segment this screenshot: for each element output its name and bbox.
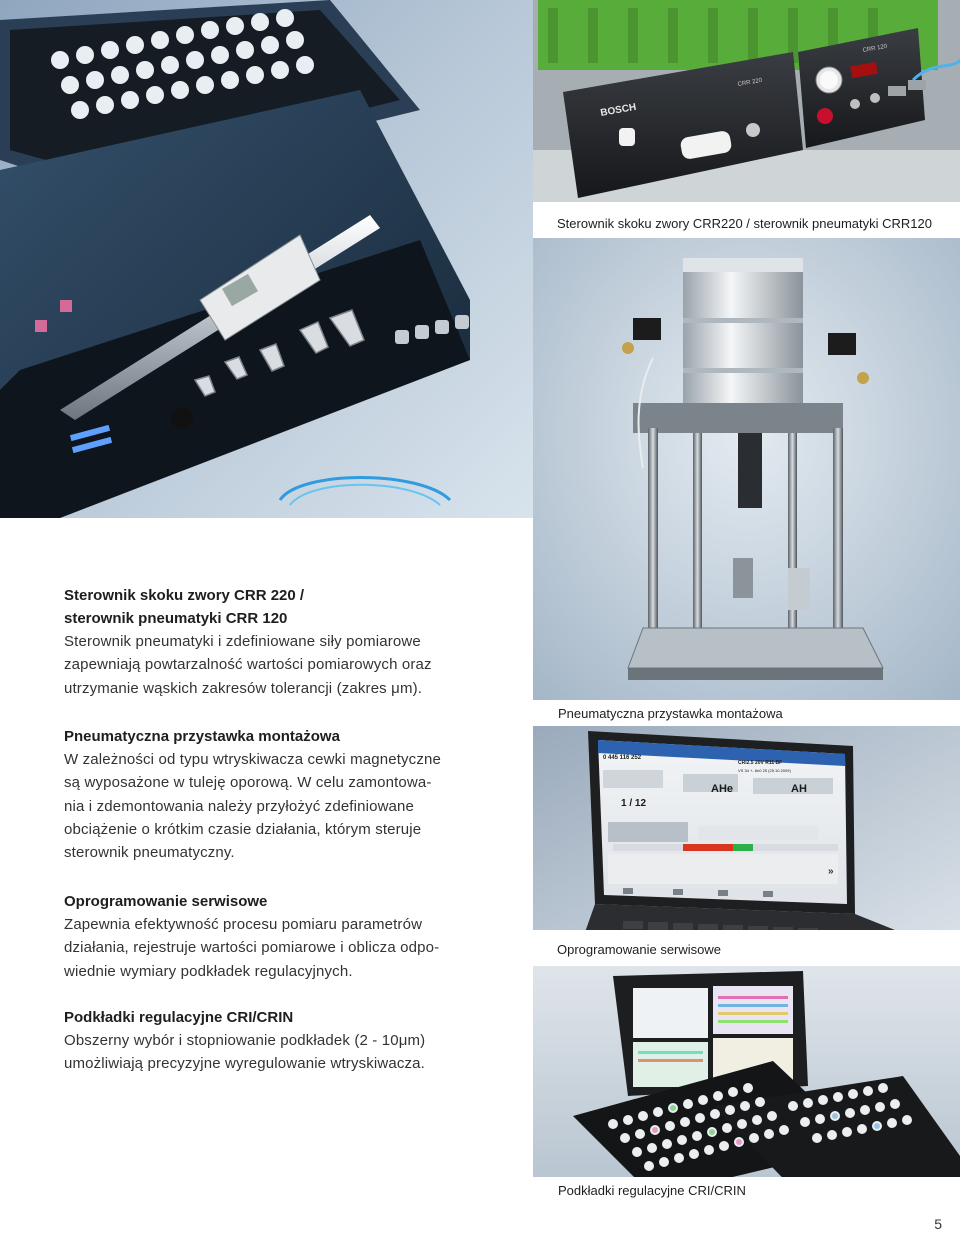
caption-shims: Podkładki regulacyjne CRI/CRIN [533,1177,960,1199]
bosch-label: BOSCH [599,101,638,119]
screen-ah: AH [791,783,807,795]
screen-code-1: 0 445 116 252 [603,755,642,761]
section-fixture-body: W zależności od typu wtryskiwacza cewki magnetyczne są wyposażone w tuleję oporową. W celu zamontowa- nia i zdemontowania należy przyłożyć zdefiniowane obciążenie o krótkim czasie działania, którym steruje sterownik pneumatyczny. [64,751,441,862]
screen-code-3: VS 34 +- 8n0 25 (25.10.2009) [738,768,791,773]
crr-controller-photo [533,0,960,238]
section-software-body: Zapewnia efektywność procesu pomiaru parametrów działania, rejestruje wartości pomiarowe i oblicza odpo- wiednie wymiary podkładek regulacyjnych. [64,916,440,980]
screen-ahe: AHe [711,783,734,795]
shims-illustration [533,966,960,1199]
toolkit-photo [0,0,533,518]
screen-next-arrow: » [828,866,834,877]
screen-code-2: CRI2.5 20V R11 BF [738,760,783,766]
section-shims-body: Obszerny wybór i stopniowanie podkładek (2 - 10μm) umożliwiają precyzyjne wyregulowanie wtryskiwacza. [64,1032,426,1073]
section-crr-body: Sterownik pneumatyki i zdefiniowane siły pomiarowe zapewniają powtarzalność wartości pomiarowych oraz utrzymanie wąskich zakresów tolerancji (zakres μm). [64,633,432,697]
section-shims-heading: Podkładki regulacyjne CRI/CRIN [64,1009,294,1026]
crr220-label: CRR 220 [737,77,763,88]
section-pneumatic-fixture [64,725,504,864]
page-number: 5 [934,1216,942,1232]
service-software-photo [533,726,960,966]
section-fixture-heading: Pneumatyczna przystawka montażowa [64,728,340,745]
section-service-software [64,890,504,983]
section-software-heading: Oprogramowanie serwisowe [64,893,268,910]
screen-counter: 1 / 12 [621,798,647,809]
fixture-illustration [533,238,960,726]
caption-software: Oprogramowanie serwisowe [533,930,960,966]
section-crr-heading: Sterownik skoku zwory CRR 220 / sterownik pneumatyki CRR 120 [64,587,305,627]
toolkit-illustration [0,0,533,518]
caption-crr: Sterownik skoku zwory CRR220 / sterownik pneumatyki CRR120 [533,202,960,238]
caption-fixture: Pneumatyczna przystawka montażowa [533,700,960,726]
shims-photo [533,966,960,1199]
pneumatic-fixture-photo [533,238,960,726]
crr120-label: CRR 120 [862,43,888,54]
section-crr-controller [64,584,504,700]
section-shims [64,1006,504,1076]
